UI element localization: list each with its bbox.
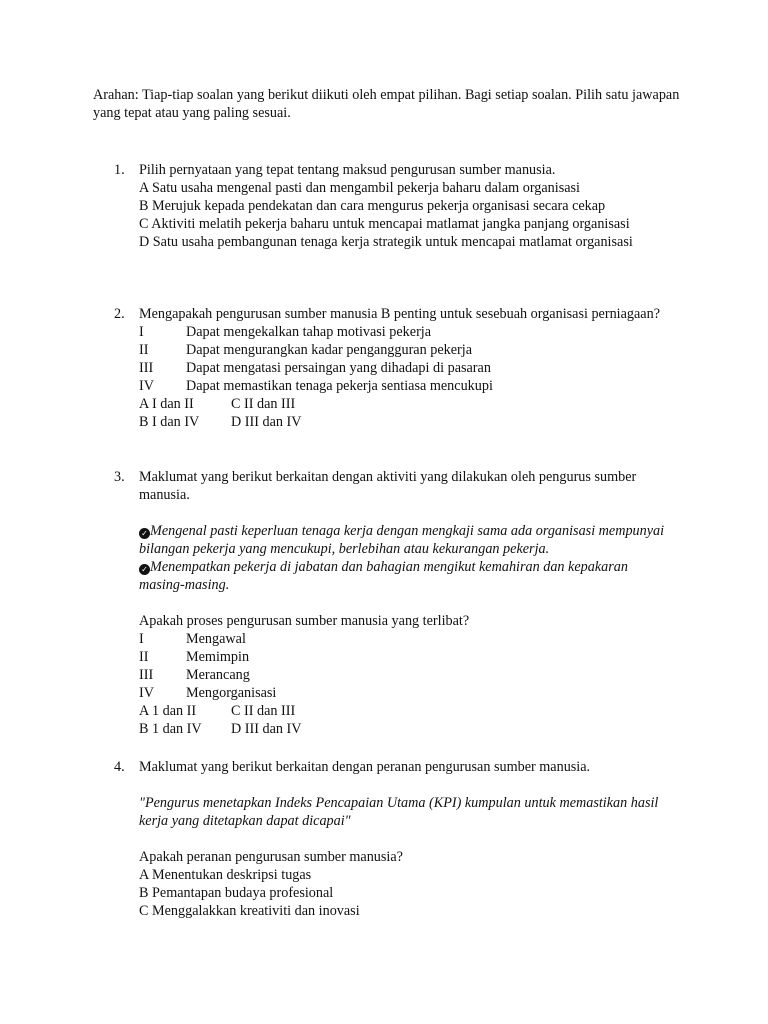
quote-text: "Pengurus menetapkan Indeks Pencapaian Utama (KPI) kumpulan untuk memastikan hasil kerja yang ditetapkan dapat dicapai": [139, 795, 659, 829]
question-stem: Maklumat yang berikut berkaitan dengan aktiviti yang dilakukan oleh pengurus sumber manusia.: [139, 469, 637, 503]
answer-choice-d: D III dan IV: [231, 721, 302, 737]
statement-text: Mengawal: [186, 631, 246, 647]
statement-item: [139, 648, 674, 666]
question-stem: Mengapakah pengurusan sumber manusia B penting untuk sesebuah organisasi perniagaan?: [139, 306, 660, 322]
statement-item: [139, 323, 674, 341]
statement-text: Dapat memastikan tenaga pekerja sentiasa mencukupi: [186, 378, 493, 394]
answer-choices-row: [139, 702, 674, 720]
sub-question: Apakah proses pengurusan sumber manusia yang terlibat?: [139, 613, 470, 629]
question-number: 1.: [114, 162, 125, 178]
answer-choices-row: [139, 720, 674, 738]
statement-numeral: I: [139, 324, 144, 340]
statement-numeral: I: [139, 631, 144, 647]
question-number: 2.: [114, 306, 125, 322]
info-text: Menempatkan pekerja di jabatan dan bahagian mengikut kemahiran dan kepakaran masing-masing.: [139, 559, 628, 593]
statement-text: Dapat mengurangkan kadar pengangguran pekerja: [186, 342, 472, 358]
option-a: A Menentukan deskripsi tugas: [139, 867, 312, 883]
statement-item: [139, 359, 674, 377]
answer-choice-a: A 1 dan II: [139, 703, 197, 719]
answer-choice-c: C II dan III: [231, 396, 296, 412]
answer-choice-b: B 1 dan IV: [139, 721, 202, 737]
statement-item: [139, 666, 674, 684]
statement-numeral: IV: [139, 378, 154, 394]
question-stem: Maklumat yang berikut berkaitan dengan peranan pengurusan sumber manusia.: [139, 759, 591, 775]
question-stem: Pilih pernyataan yang tepat tentang maksud pengurusan sumber manusia.: [139, 162, 556, 178]
statement-numeral: III: [139, 667, 154, 683]
answer-choices-row: [139, 413, 674, 431]
option-b: B Merujuk kepada pendekatan dan cara mengurus pekerja organisasi secara cekap: [139, 198, 606, 214]
answer-choices-row: [139, 395, 674, 413]
option-d: D Satu usaha pembangunan tenaga kerja strategik untuk mencapai matlamat organisasi: [139, 234, 633, 250]
info-item: [139, 558, 674, 594]
answer-choice-b: B I dan IV: [139, 414, 200, 430]
sub-question: Apakah peranan pengurusan sumber manusia?: [139, 849, 403, 865]
option-c: C Menggalakkan kreativiti dan inovasi: [139, 903, 360, 919]
statement-numeral: III: [139, 360, 154, 376]
info-item: [139, 522, 674, 558]
option-b: B Pemantapan budaya profesional: [139, 885, 334, 901]
instructions: Arahan: Tiap-tiap soalan yang berikut diikuti oleh empat pilihan. Bagi setiap soalan. Pilih satu jawapan yang tepat atau yang paling sesuai.: [93, 87, 680, 121]
statement-text: Merancang: [186, 667, 250, 683]
info-text: Mengenal pasti keperluan tenaga kerja dengan mengkaji sama ada organisasi mempunyai bilangan pekerja yang mencukupi, berlebihan atau kekurangan pekerja.: [139, 523, 665, 557]
statement-text: Mengorganisasi: [186, 685, 277, 701]
answer-choice-c: C II dan III: [231, 703, 296, 719]
statement-item: [139, 341, 674, 359]
statement-item: [139, 684, 674, 702]
statement-item: [139, 630, 674, 648]
statement-item: [139, 377, 674, 395]
answer-choice-d: D III dan IV: [231, 414, 302, 430]
statement-numeral: II: [139, 342, 149, 358]
question-number: 4.: [114, 759, 125, 775]
option-a: A Satu usaha mengenal pasti dan mengambil pekerja baharu dalam organisasi: [139, 180, 580, 196]
statement-numeral: II: [139, 649, 149, 665]
statement-numeral: IV: [139, 685, 154, 701]
statement-text: Dapat mengekalkan tahap motivasi pekerja: [186, 324, 432, 340]
statement-text: Dapat mengatasi persaingan yang dihadapi di pasaran: [186, 360, 491, 376]
option-c: C Aktiviti melatih pekerja baharu untuk mencapai matlamat jangka panjang organisasi: [139, 216, 630, 232]
bullet-icon: ✓: [139, 528, 150, 539]
bullet-icon: ✓: [139, 564, 150, 575]
answer-choice-a: A I dan II: [139, 396, 194, 412]
statement-text: Memimpin: [186, 649, 250, 665]
question-number: 3.: [114, 469, 125, 485]
